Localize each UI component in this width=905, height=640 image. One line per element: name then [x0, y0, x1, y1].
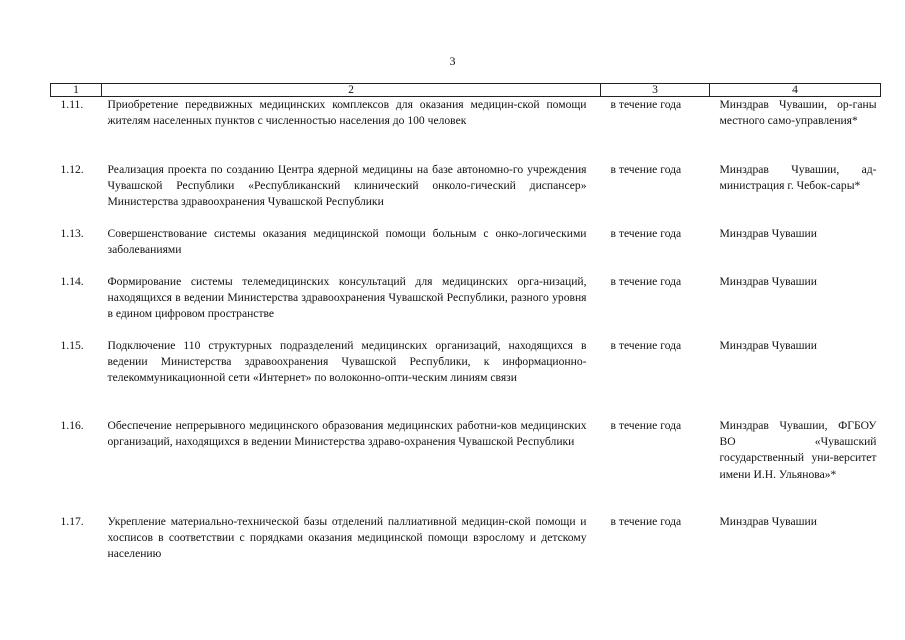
item-term: в течение года [610, 419, 682, 432]
item-term: в течение года [610, 275, 682, 288]
table-row [51, 514, 881, 563]
table-row [51, 226, 881, 274]
item-term: в течение года [610, 98, 682, 111]
item-term: в течение года [610, 515, 682, 528]
item-description: Обеспечение непрерывного медицинского образования медицинских работни-ков медицинских организаций, находящихся в ведении Министерства здраво-охранения Чувашской Республики [107, 419, 587, 449]
table-row [51, 97, 881, 163]
measures-table [50, 83, 881, 563]
item-executor: Минздрав Чувашии, ФГБОУ ВО «Чувашский государственный уни-верситет имени И.Н. Ульянова»* [719, 419, 877, 481]
item-number: 1.17. [60, 515, 84, 528]
item-executor: Минздрав Чувашии, ад-министрация г. Чебок-сары* [719, 163, 877, 193]
page-number: 3 [449, 54, 456, 68]
item-number: 1.12. [60, 163, 84, 176]
item-description: Укрепление материально-технической базы отделений паллиативной медицин-ской помощи и хосписов в соответствии с порядками оказания медицинской помощи взрослому и детскому населению [107, 515, 587, 561]
item-description: Реализация проекта по созданию Центра ядерной медицины на базе автономно-го учреждения Чувашской Республики «Республиканский клинический онколо-гический диспансер» Министерства здравоохранения Чувашской Республики [107, 163, 587, 209]
column-header: 4 [710, 84, 881, 97]
item-description: Подключение 110 структурных подразделений медицинских организаций, находящихся в ведении Министерства здравоохранения Чувашской Республики, к информационно-телекоммуникационной сети «Интернет» по волоконно-опти-ческим линиям связи [107, 339, 587, 385]
item-term: в течение года [610, 227, 682, 240]
table-row [51, 338, 881, 418]
table-row [51, 274, 881, 338]
table-row [51, 162, 881, 226]
item-description: Совершенствование системы оказания медицинской помощи больным с онко-логическими заболеваниями [107, 227, 587, 257]
item-executor: Минздрав Чувашии [719, 227, 817, 240]
item-number: 1.16. [60, 419, 84, 432]
item-executor: Минздрав Чувашии [719, 275, 817, 288]
item-number: 1.14. [60, 275, 84, 288]
column-header: 3 [601, 84, 710, 97]
table-row [51, 418, 881, 514]
item-executor: Минздрав Чувашии [719, 339, 817, 352]
item-number: 1.15. [60, 339, 84, 352]
column-header: 1 [51, 84, 102, 97]
item-number: 1.11. [60, 98, 84, 111]
item-executor: Минздрав Чувашии, ор-ганы местного само-управления* [719, 98, 877, 128]
item-description: Формирование системы телемедицинских консультаций для медицинских орга-низаций, находящихся в ведении Министерства здравоохранения Чувашской Республики, разного уровня в едином цифровом пространстве [107, 275, 587, 321]
item-term: в течение года [610, 163, 682, 176]
item-term: в течение года [610, 339, 682, 352]
item-executor: Минздрав Чувашии [719, 515, 817, 528]
column-header: 2 [102, 84, 601, 97]
table-header-row [51, 84, 881, 97]
item-description: Приобретение передвижных медицинских комплексов для оказания медицин-ской помощи жителям населенных пунктов с численностью населения до 100 человек [107, 98, 587, 128]
item-number: 1.13. [60, 227, 84, 240]
